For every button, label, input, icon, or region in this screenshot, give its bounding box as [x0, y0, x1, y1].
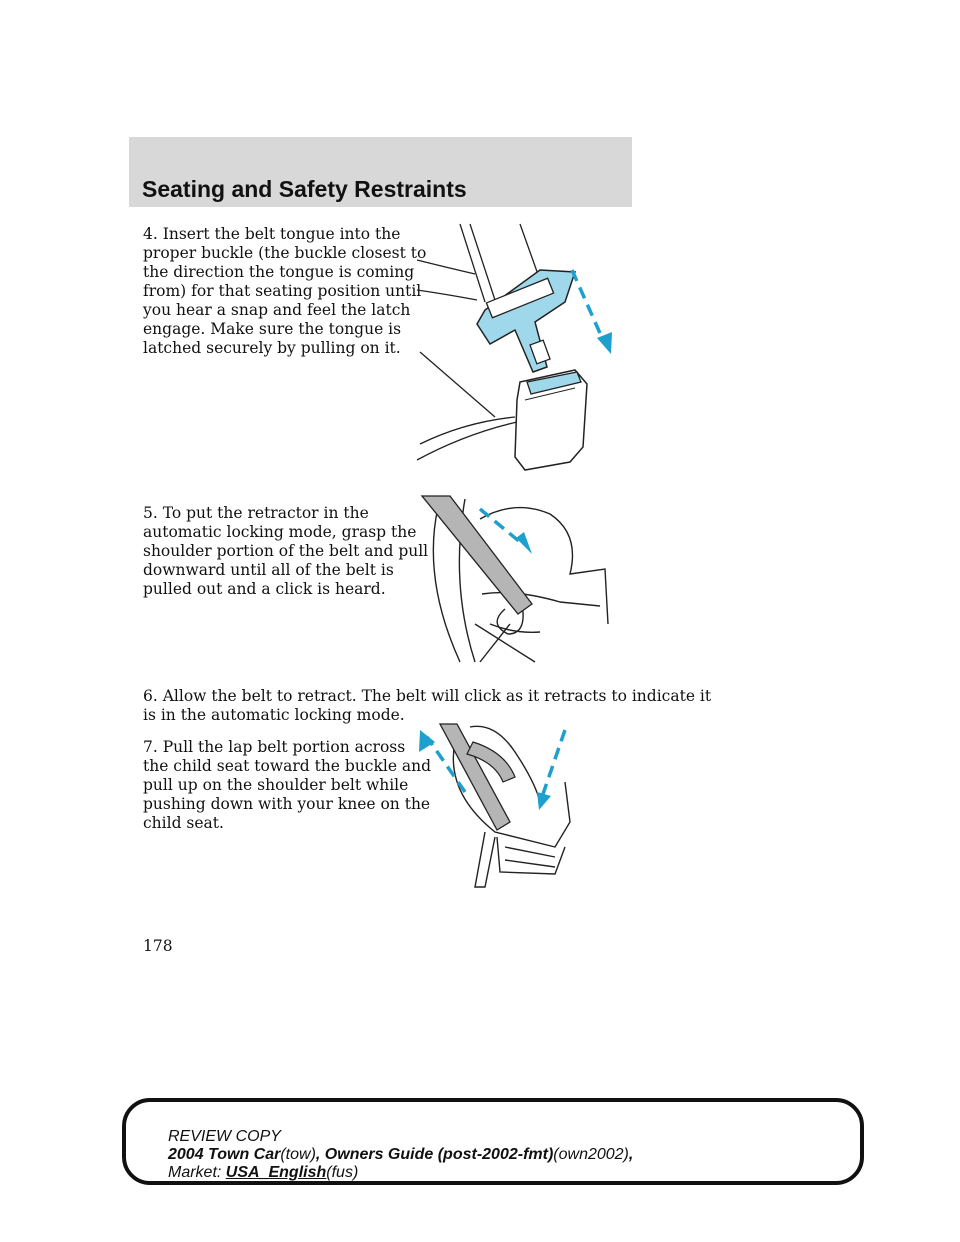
footer-line-2 — [168, 1146, 633, 1164]
market-value: USA_English — [225, 1164, 327, 1181]
footer-text — [168, 1128, 633, 1182]
text-line: 6. Allow the belt to retract. The belt will click as it retracts to indicate it — [143, 687, 712, 705]
text-line: pushing down with your knee on the — [143, 795, 431, 813]
review-copy-label: REVIEW COPY — [168, 1128, 281, 1145]
text-line: 5. To put the retractor in the — [143, 504, 369, 522]
text-line: the child seat toward the buckle and — [143, 757, 432, 775]
page-number: 178 — [143, 937, 173, 955]
text-line: 7. Pull the lap belt portion across — [143, 738, 406, 756]
model-name: 2004 Town Car — [168, 1146, 281, 1163]
text-line: shoulder portion of the belt and pull — [143, 542, 429, 560]
section-header-band — [129, 137, 632, 207]
text-line: from) for that seating position until — [143, 282, 422, 300]
footer-line-1 — [168, 1128, 633, 1146]
retractor-pull-illustration — [420, 494, 615, 666]
guide-name: Owners Guide (post-2002-fmt) — [324, 1146, 554, 1163]
market-label: Market: — [168, 1164, 222, 1181]
text-line: pulled out and a click is heard. — [143, 580, 386, 598]
text-line: latched securely by pulling on it. — [143, 339, 401, 357]
review-copy-footer — [122, 1098, 864, 1185]
market-code: (fus) — [326, 1164, 359, 1181]
section-title: Seating and Safety Restraints — [142, 176, 467, 202]
step-4-text — [143, 225, 427, 358]
buckle-insert-illustration — [415, 222, 620, 477]
separator: , — [315, 1146, 325, 1163]
text-line: is in the automatic locking mode. — [143, 706, 405, 724]
separator: , — [628, 1146, 634, 1163]
guide-code: (own2002) — [553, 1146, 629, 1163]
model-code: (tow) — [280, 1146, 316, 1163]
text-line: automatic locking mode, grasp the — [143, 523, 417, 541]
child-seat-illustration — [415, 722, 590, 890]
text-line: 4. Insert the belt tongue into the — [143, 225, 401, 243]
text-line: pull up on the shoulder belt while — [143, 776, 409, 794]
step-7-text — [143, 738, 432, 833]
text-line: downward until all of the belt is — [143, 561, 394, 579]
footer-line-3 — [168, 1164, 633, 1182]
step-6-text — [143, 687, 712, 725]
text-line: engage. Make sure the tongue is — [143, 320, 402, 338]
text-line: child seat. — [143, 814, 224, 832]
step-5-text — [143, 504, 429, 599]
text-line: proper buckle (the buckle closest to — [143, 244, 427, 262]
text-line: you hear a snap and feel the latch — [143, 301, 411, 319]
text-line: the direction the tongue is coming — [143, 263, 415, 281]
